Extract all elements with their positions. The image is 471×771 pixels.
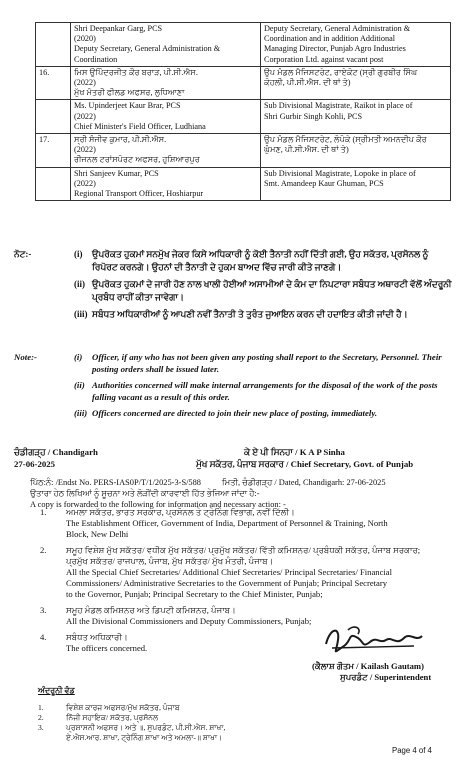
cell-line: Chief Minister's Field Officer, Ludhiana xyxy=(74,121,206,131)
cell-line: Sub Divisional Magistrate, Raikot in place of xyxy=(264,101,413,111)
note-roman: (i) xyxy=(74,352,83,362)
cell-line: (2022) xyxy=(74,178,96,188)
cell-line: Coordination and in addition Additional xyxy=(264,34,395,44)
page-number: Page 4 of 4 xyxy=(392,746,432,755)
list-item-number: 2. xyxy=(40,545,47,555)
internal-item-text: ਨਿੱਜੀ ਸਹਾਇਕ/ ਸਕੱਤਰ, ਪ੍ਰਸੋਨਲ xyxy=(66,713,159,722)
cell-line: Shri Gurbir Singh Kohli, PCS xyxy=(264,111,363,121)
note-roman: (i) xyxy=(74,249,83,259)
new-posting-cell xyxy=(261,23,451,67)
internal-copy-list xyxy=(38,703,225,743)
current-posting-cell xyxy=(71,134,261,168)
list-item-line: ਅਮਲਾ ਸਕੱਤਰ, ਭਾਰਤ ਸਰਕਾਰ, ਪ੍ਰਸੋਨਲ ਤੇ ਟ੍ਰੇਨਿੰਗ ਵਿਭਾਗ, ਨਵੀਂ ਦਿੱਲੀ। xyxy=(66,507,295,517)
cell-line: ਰੀਜਨਲ ਟਰਾਂਸਪੋਰਟ ਅਫਸਰ, ਹੁਸ਼ਿਆਰਪੁਰ xyxy=(74,155,200,165)
list-item-line: ਪ੍ਰਮੁੱਖ ਸਕੱਤਰ/ ਰਾਜਪਾਲ, ਪੰਜਾਬ, ਮੁੱਖ ਸਕੱਤਰ/ ਮੁੱਖ ਮੰਤਰੀ, ਪੰਜਾਬ। xyxy=(66,556,274,566)
cell-line: Shri Sanjeev Kumar, PCS xyxy=(74,168,159,178)
list-item-line: ਸਬੰਧਤ ਅਧਿਕਾਰੀ। xyxy=(66,632,128,642)
signoff-date: 27-06-2025 xyxy=(14,459,56,469)
cell-line: Smt. Amandeep Kaur Ghuman, PCS xyxy=(264,178,384,188)
endst-en: A copy is forwarded to the following for information and necessary action: - xyxy=(30,500,286,509)
cell-line: Corporation Ltd. against vacant post xyxy=(264,54,384,64)
list-item-number: 4. xyxy=(40,632,47,642)
note-text: ਉਪਰੋਕਤ ਹੁਕਮਾਂ ਸਨਮੁੱਖ ਜੇਕਰ ਕਿਸੇ ਅਧਿਕਾਰੀ ਨੂੰ ਕੋਈ ਤੈਨਾਤੀ ਨਹੀਂ ਦਿੱਤੀ ਗਈ, ਉਹ ਸਕੱਤਰ, ਪ੍ਰਸੋਨਲ ਨੂੰ ਰਿਪੋਰਟ ਕਰਨਗੇ। ਉਹਨਾਂ ਦੀ ਤੈਨਾਤੀ ਦੇ ਹੁਕਮ ਬਾਅਦ ਵਿੱਚ ਜਾਰੀ ਕੀਤੇ ਜਾਣਗੇ। xyxy=(92,249,429,272)
list-item-line: The officers concerned. xyxy=(66,643,148,653)
internal-list-item xyxy=(38,703,225,713)
note-text: Officers concerned are directed to join their new place of posting, immediately. xyxy=(92,408,378,418)
note-label: Note:- xyxy=(14,352,37,362)
internal-item-text: ਵਿਸ਼ੇਸ਼ ਕਾਰਜ ਅਫਸਰ/ਮੁੱਖ ਸਕੱਤਰ, ਪੰਜਾਬ xyxy=(66,703,180,712)
note-text: ਉਪਰੋਕਤ ਹੁਕਮਾਂ ਦੇ ਜਾਰੀ ਹੋਣ ਨਾਲ ਖਾਲੀ ਹੋਈਆਂ ਅਸਾਮੀਆਂ ਦੇ ਕੰਮ ਦਾ ਨਿਪਟਾਰਾ ਸਬੰਧਤ ਅਥਾਰਟੀ ਵੱਲੋਂ ਅੰਦਰੂਨੀ ਪ੍ਰਬੰਧ ਰਾਹੀਂ ਕੀਤਾ ਜਾਵੇਗਾ। xyxy=(92,279,452,302)
internal-list-item xyxy=(38,723,225,733)
table-row xyxy=(36,167,451,201)
new-posting-cell xyxy=(261,167,451,201)
note-roman: (iii) xyxy=(74,408,88,418)
superintendent-block xyxy=(312,661,431,683)
row-number xyxy=(36,23,71,67)
new-posting-cell xyxy=(261,100,451,134)
list-item-line: The Establishment Officer, Government of India, Department of Personnel & Training, North xyxy=(66,518,388,528)
table-row xyxy=(36,134,451,168)
internal-copy-label: ਅੰਦਰੂਨੀ ਵੰਡ xyxy=(38,686,75,695)
superintendent-name: (ਕੈਲਾਸ਼ ਗੌਤਮ / Kailash Gautam) xyxy=(312,661,424,671)
internal-item-text: ਪ੍ਰਸ਼ਾਸਨੀ ਅਫਸਰ। ਅਤੇ ॥, ਸੁਪਰਡੰਟ, ਪੀ.ਸੀ.ਐਸ. ਸ਼ਾਖਾ, xyxy=(66,723,226,732)
signoff-place: ਚੰਡੀਗੜ੍ਹ / Chandigarh xyxy=(14,447,98,457)
signoff-designation: ਮੁੱਖ ਸਕੱਤਰ, ਪੰਜਾਬ ਸਰਕਾਰ / Chief Secretary, Govt. of Punjab xyxy=(196,459,414,469)
note-roman: (ii) xyxy=(74,380,85,390)
list-item-line: All the Special Chief Secretaries/ Additional Chief Secretaries/ Principal Secretaries/ Financial xyxy=(66,567,392,577)
cell-line: ਉਪ ਮੰਡਲ ਮੈਜਿਸਟਰੇਟ, ਰਾਏਕੋਟ (ਸ੍ਰੀ ਗੁਰਬੀਰ ਸਿੰਘ xyxy=(264,67,418,77)
cell-line: Sub Divisional Magistrate, Lopoke in place of xyxy=(264,168,416,178)
current-posting-cell xyxy=(71,66,261,100)
current-posting-cell xyxy=(71,167,261,201)
internal-list-item xyxy=(38,733,225,743)
note-label: ਨੋਟ:- xyxy=(14,249,32,259)
row-number: 16. xyxy=(36,66,71,100)
list-item-line: All the Divisional Commissioners and Deputy Commissioners, Punjab; xyxy=(66,616,312,626)
cell-line: Ms. Upinderjeet Kaur Brar, PCS xyxy=(74,101,181,111)
current-posting-cell xyxy=(71,100,261,134)
cell-line: ਉਪ ਮੰਡਲ ਮੈਜਿਸਟਰੇਟ, ਲੋਪੋਕੇ (ਸ੍ਰੀਮਤੀ ਅਮਨਦੀਪ ਕੌਰ xyxy=(264,135,427,145)
cell-line: ਸ੍ਰੀ ਸੰਜੀਵ ਕੁਮਾਰ, ਪੀ.ਸੀ.ਐਸ. xyxy=(74,135,167,145)
list-item-line: Commissioners/ Administrative Secretaries to the Government of Punjab; Principal Secretary xyxy=(66,578,388,588)
note-text: Authorities concerned will make internal arrangements for the disposal of the work of the posts falling vacant as a result of this order. xyxy=(92,380,438,402)
cell-line: ਮੁੱਖ ਮੰਤਰੀ ਫੀਲਡ ਅਫਸਰ, ਲੁਧਿਆਣਾ xyxy=(74,88,185,98)
cell-line: Deputy Secretary, General Administration & xyxy=(264,24,411,33)
internal-item-number: 1. xyxy=(38,703,44,712)
list-item xyxy=(14,545,454,600)
cell-line: Shri Deepankar Garg, PCS xyxy=(74,24,163,33)
notes-english xyxy=(14,352,454,425)
list-item-line: Block, New Delhi xyxy=(66,529,129,539)
cell-line: Regional Transport Officer, Hoshiarpur xyxy=(74,189,204,199)
postings-table xyxy=(35,22,451,201)
notes-punjabi xyxy=(14,248,454,325)
list-item xyxy=(14,507,454,540)
list-item-line: ਸਮੂਹ ਮੰਡਲ ਕਮਿਸ਼ਨਰ ਅਤੇ ਡਿਪਟੀ ਕਮਿਸ਼ਨਰ, ਪੰਜਾਬ। xyxy=(66,605,236,615)
note-roman: (ii) xyxy=(74,279,85,289)
cell-line: ਘੁੰਮਣ, ਪੀ.ਸੀ.ਐਸ. ਦੀ ਥਾਂ ਤੇ) xyxy=(264,145,349,155)
superintendent-designation: ਸੁਪਰਡੰਟ / Superintendent xyxy=(340,672,432,682)
note-text: ਸਬੰਧਤ ਅਧਿਕਾਰੀਆਂ ਨੂੰ ਆਪਣੀ ਨਵੀਂ ਤੈਨਾਤੀ ਤੇ ਤੁਰੰਤ ਜੁਆਇਨ ਕਰਨ ਦੀ ਹਦਾਇਤ ਕੀਤੀ ਜਾਂਦੀ ਹੈ। xyxy=(92,309,408,319)
endst-number: ਪਿੱਠ:ਨੰ: /Endst No. PERS-IAS0P/T/1/2025-3-S/588 ਮਿਤੀ, ਚੰਡੀਗੜ੍ਹ / Dated, Chandigarh: 27-06-2025 xyxy=(30,478,386,487)
internal-item-text: ਏ.ਐਸ.ਆਰ. ਸ਼ਾਖਾ, ਟ੍ਰੇਨਿੰਗ ਸ਼ਾਖਾ ਅਤੇ ਅਮਲਾ-॥ ਸ਼ਾਖਾ। xyxy=(66,733,223,742)
table-row xyxy=(36,23,451,67)
endorsement-block xyxy=(30,477,450,510)
table-row xyxy=(36,100,451,134)
internal-item-number: 2. xyxy=(38,713,44,722)
note-roman: (iii) xyxy=(74,309,88,319)
new-posting-cell xyxy=(261,134,451,168)
signoff-signer: ਕੇ ਏ ਪੀ ਸਿਨਹਾ / K A P Sinha xyxy=(244,447,345,457)
cell-line: Coordination xyxy=(74,54,118,64)
cell-line: ਕੋਹਲੀ, ਪੀ.ਸੀ.ਐਸ. ਦੀ ਥਾਂ ਤੇ) xyxy=(264,78,351,88)
signature-image xyxy=(318,620,428,660)
cell-line: (2022) xyxy=(74,145,96,155)
cell-line: Deputy Secretary, General Administration & xyxy=(74,44,221,54)
row-number: 17. xyxy=(36,134,71,168)
cell-line: (2022) xyxy=(74,78,96,88)
table-row xyxy=(36,66,451,100)
list-item-number: 3. xyxy=(40,605,47,615)
internal-list-item xyxy=(38,713,225,723)
endst-pa: ਉਤਾਰਾ ਹੇਠ ਲਿਖਿਆਂ ਨੂੰ ਸੂਚਨਾ ਅਤੇ ਲੋੜੀਂਦੀ ਕਾਰਵਾਈ ਹਿੱਤ ਭੇਜਿਆ ਜਾਂਦਾ ਹੈ:- xyxy=(30,489,260,498)
row-number xyxy=(36,167,71,201)
note-text: Officer, if any who has not been given any posting shall report to the Secretary, Personnel. Their posting orders shall be issued later. xyxy=(92,352,442,374)
internal-item-number: 3. xyxy=(38,723,44,732)
cell-line: (2020) xyxy=(74,34,96,44)
list-item-line: ਸਮੂਹ ਵਿਸ਼ੇਸ਼ ਮੁੱਖ ਸਕੱਤਰ/ ਵਧੀਕ ਮੁੱਖ ਸਕੱਤਰ/ ਪ੍ਰਮੁੱਖ ਸਕੱਤਰ/ ਵਿੱਤੀ ਕਮਿਸ਼ਨਰ/ ਪ੍ਰਬੰਧਕੀ ਸਕੱਤਰ, ਪੰਜਾਬ ਸਰਕਾਰ; xyxy=(66,545,421,555)
current-posting-cell xyxy=(71,23,261,67)
list-item-line: to the Governor, Punjab; Principal Secretary to the Chief Minister, Punjab; xyxy=(66,589,323,599)
list-item-number: 1. xyxy=(40,507,47,517)
cell-line: Managing Director, Punjab Agro Industries xyxy=(264,44,406,54)
new-posting-cell xyxy=(261,66,451,100)
cell-line: ਮਿਸ ਉਪਿੰਦਰਜੀਤ ਕੌਰ ਬਰਾੜ, ਪੀ.ਸੀ.ਐਸ. xyxy=(74,67,198,77)
cell-line: (2022) xyxy=(74,111,96,121)
row-number xyxy=(36,100,71,134)
